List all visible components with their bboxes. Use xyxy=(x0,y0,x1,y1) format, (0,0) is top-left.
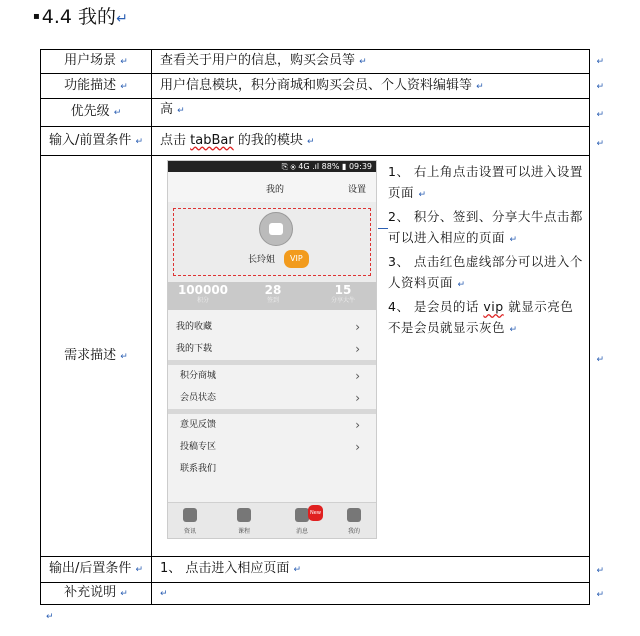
row-end-mark: ↵ xyxy=(596,566,604,576)
menu-item-contact[interactable] xyxy=(168,458,376,480)
stat-points[interactable] xyxy=(168,284,238,305)
cell-mark: ↵ xyxy=(509,325,518,335)
cell-mark: ↵ xyxy=(457,280,466,290)
chevron-right-icon: › xyxy=(355,391,360,405)
cell-mark: ↵ xyxy=(359,57,367,67)
label-cell xyxy=(41,583,152,605)
label-cell xyxy=(41,156,152,557)
tab-courses[interactable] xyxy=(224,508,264,539)
stat-points-label: 积分 xyxy=(196,297,209,304)
menu-item-submissions[interactable] xyxy=(168,436,376,458)
note-text: 2、 积分、签到、分享大牛点击都可以进入相应的页面 xyxy=(388,209,583,245)
note-vip: vip xyxy=(483,299,504,314)
cell-mark: ↵ xyxy=(476,81,484,92)
status-bar: ⎘ ⦿ 4G .ıl 88% ▮ 09:39 xyxy=(168,161,376,172)
cell-mark: ↵ xyxy=(293,565,302,575)
username: 长玲姐 xyxy=(248,255,276,265)
chevron-right-icon: › xyxy=(355,320,360,334)
label-cell xyxy=(41,557,152,583)
label-function-desc: 功能描述 xyxy=(64,77,117,93)
row-end-mark: ↵ xyxy=(596,355,604,365)
tab-label: 消息 xyxy=(295,528,308,535)
menu-item-label: 我的下载 xyxy=(176,344,213,354)
stat-points-number: 100000 xyxy=(177,283,229,297)
stat-share-number: 15 xyxy=(334,283,352,297)
phone-page-title: 我的 xyxy=(266,185,285,195)
value-input-suffix: 的我的模块 xyxy=(233,132,303,148)
tab-label: 我的 xyxy=(347,528,360,535)
heading-number: 4.4 xyxy=(41,6,72,28)
courses-icon xyxy=(237,508,251,522)
menu-item-points-mall[interactable] xyxy=(168,365,376,387)
tab-mine[interactable] xyxy=(334,508,374,539)
stat-checkin-label: 签到 xyxy=(266,297,279,304)
value-cell[interactable] xyxy=(152,583,590,605)
annotation-notes xyxy=(388,161,586,341)
stat-share[interactable] xyxy=(308,284,377,305)
note-3 xyxy=(388,251,586,296)
profile-icon xyxy=(347,508,361,522)
label-cell xyxy=(41,50,152,74)
chevron-right-icon: › xyxy=(355,418,360,432)
menu-item-member-status[interactable] xyxy=(168,387,376,409)
value-input-code: tabBar xyxy=(190,132,234,148)
tab-messages[interactable] xyxy=(282,508,322,539)
chevron-right-icon: › xyxy=(355,369,360,383)
cell-mark: ↵ xyxy=(120,81,128,92)
section-heading xyxy=(33,2,128,29)
menu-item-downloads[interactable] xyxy=(168,338,376,360)
tab-label: 课程 xyxy=(237,528,250,535)
label-supplement: 补充说明 xyxy=(64,585,117,600)
label-input-precondition: 输入/前置条件 xyxy=(48,132,132,148)
menu-item-label: 积分商城 xyxy=(180,371,217,381)
label-cell xyxy=(41,99,152,127)
return-mark: ↵ xyxy=(116,11,128,27)
menu-item-favorites[interactable] xyxy=(168,316,376,338)
stat-checkin-number: 28 xyxy=(264,283,282,297)
value-cell xyxy=(152,156,590,557)
row-end-mark: ↵ xyxy=(596,57,604,67)
menu-item-label: 意见反馈 xyxy=(180,420,217,430)
profile-card[interactable] xyxy=(168,202,376,282)
value-output: 1、 点击进入相应页面 xyxy=(160,561,290,576)
stat-share-label: 分享大牛 xyxy=(330,297,355,304)
cell-mark: ↵ xyxy=(160,589,168,599)
row-end-mark: ↵ xyxy=(596,110,604,120)
table-row xyxy=(41,583,590,605)
row-end-mark: ↵ xyxy=(596,82,604,92)
menu-item-feedback[interactable] xyxy=(168,414,376,436)
tab-label: 资讯 xyxy=(183,528,196,535)
cell-mark: ↵ xyxy=(113,108,122,118)
avatar[interactable] xyxy=(259,212,293,246)
note-2 xyxy=(388,206,586,251)
value-input-prefix: 点击 xyxy=(160,132,191,148)
cell-mark: ↵ xyxy=(177,106,185,116)
note-1 xyxy=(388,161,586,206)
cell-mark: ↵ xyxy=(120,351,128,362)
note-text: 3、 点击红色虚线部分可以进入个人资料页面 xyxy=(388,254,583,290)
table-row xyxy=(41,74,590,99)
row-end-mark: ↵ xyxy=(596,590,604,600)
cell-mark: ↵ xyxy=(135,136,144,147)
stat-checkin[interactable] xyxy=(238,284,308,305)
row-end-mark: ↵ xyxy=(596,139,604,149)
cell-mark: ↵ xyxy=(306,136,315,147)
label-output-postcondition: 输出/后置条件 xyxy=(48,561,132,576)
stats-bar xyxy=(168,282,376,310)
note-text-prefix: 4、 是会员的话 xyxy=(388,299,484,314)
value-function-desc: 用户信息模块，积分商城和购买会员、个人资料编辑等 xyxy=(160,77,473,93)
value-cell[interactable] xyxy=(152,74,590,99)
value-cell[interactable] xyxy=(152,99,590,127)
label-cell xyxy=(41,74,152,99)
label-requirement-desc: 需求描述 xyxy=(64,347,117,363)
phone-mockup xyxy=(167,160,377,539)
heading-title: 我的 xyxy=(78,6,117,28)
note-text-suffix: 就显示亮色不是会员就显示灰色 xyxy=(388,299,574,335)
requirements-table xyxy=(40,49,590,605)
label-cell xyxy=(41,127,152,156)
menu-item-label: 投稿专区 xyxy=(180,442,217,452)
messages-icon xyxy=(295,508,309,522)
requirement-content xyxy=(152,156,589,555)
tab-news[interactable] xyxy=(170,508,210,539)
table-row xyxy=(41,127,590,156)
chevron-right-icon: › xyxy=(355,342,360,356)
cell-mark: ↵ xyxy=(135,565,144,575)
menu-item-label: 会员状态 xyxy=(180,393,217,403)
cell-mark: ↵ xyxy=(120,57,128,67)
cell-mark: ↵ xyxy=(120,589,128,599)
cell-mark: ↵ xyxy=(509,235,518,245)
value-cell[interactable] xyxy=(152,557,590,583)
chevron-right-icon: › xyxy=(355,440,360,454)
annotation-connector xyxy=(378,228,388,233)
menu-item-label: 联系我们 xyxy=(180,464,217,474)
note-4 xyxy=(388,296,586,341)
value-cell[interactable] xyxy=(152,50,590,74)
news-icon xyxy=(183,508,197,522)
heading-bullet: ▪ xyxy=(33,11,40,22)
table-row xyxy=(41,99,590,127)
value-priority: 高 xyxy=(160,102,174,117)
tab-bar xyxy=(168,502,377,538)
paragraph-mark: ↵ xyxy=(46,612,54,622)
note-text: 1、 右上角点击设置可以进入设置页面 xyxy=(388,164,583,200)
table-row xyxy=(41,50,590,74)
settings-button[interactable]: 设置 xyxy=(347,185,366,195)
cell-mark: ↵ xyxy=(418,190,427,200)
table-row xyxy=(41,156,590,557)
phone-top-bar xyxy=(168,172,376,202)
vip-badge: VIP xyxy=(284,250,309,268)
new-badge: New xyxy=(308,505,323,521)
value-user-scenario: 查看关于用户的信息，购买会员等 xyxy=(160,53,356,68)
label-user-scenario: 用户场景 xyxy=(64,53,117,68)
label-priority: 优先级 xyxy=(70,104,110,119)
value-cell[interactable] xyxy=(152,127,590,156)
menu-item-label: 我的收藏 xyxy=(176,322,213,332)
table-row xyxy=(41,557,590,583)
